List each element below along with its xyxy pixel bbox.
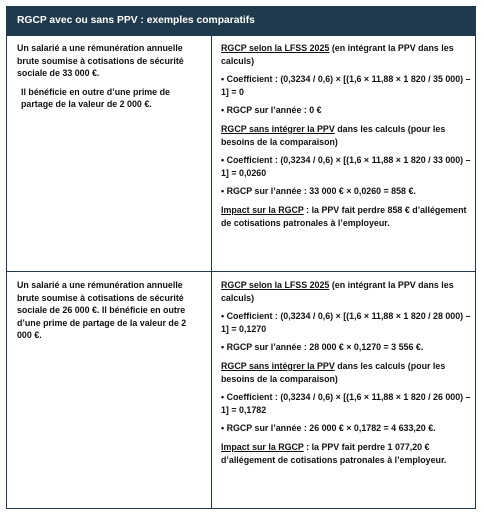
row-divider: [7, 271, 475, 272]
row1-scenario-bonus: Il bénéficie en outre d’une prime de partage de la valeur de 2 000 €.: [21, 86, 170, 110]
row2-scenario: [17, 279, 203, 342]
row1-coefficient-without-ppv: • Coefficient : (0,3234 / 0,6) × [(1,6 × 11,88 × 1 820 / 33 000) – 1] = 0,0260: [221, 155, 471, 178]
row2-rgcp-without-ppv: • RGCP sur l’année : 26 000 € × 0,1782 = 4 633,20 €.: [221, 423, 436, 434]
row2-section-without-ppv-title: RGCP sans intégrer la PPV: [221, 360, 335, 371]
row1-coefficient-lfss: • Coefficient : (0,3234 / 0,6) × [(1,6 × 11,88 × 1 820 / 35 000) – 1] = 0: [221, 74, 471, 97]
row2-impact-text: : la PPV fait perdre 1 077,20 € d’allégement de cotisations patronales à l’employeur.: [221, 441, 447, 465]
row2-impact-title: Impact sur la RGCP: [221, 441, 304, 452]
row1-rgcp-lfss: • RGCP sur l’année : 0 €: [221, 105, 322, 116]
table-title: RGCP avec ou sans PPV : exemples comparatifs: [17, 15, 255, 26]
row2-impact: [221, 441, 471, 466]
row1-section-lfss-title: RGCP selon la LFSS 2025: [221, 43, 330, 53]
row2-coefficient-lfss: • Coefficient : (0,3234 / 0,6) × [(1,6 × 11,88 × 1 820 / 28 000) – 1] = 0,1270: [221, 311, 471, 334]
row2-section-without-ppv-desc: dans les calculs (pour les besoins de la comparaison): [221, 360, 446, 384]
row2-section-without-ppv: [221, 360, 471, 385]
header-divider: [7, 35, 475, 36]
table-header: [7, 7, 475, 35]
row1-section-lfss: [221, 42, 471, 67]
row1-scenario-text: Un salarié a une rémunération annuelle brute soumise à cotisations de sécurité sociale de 33 000 €.: [17, 43, 184, 79]
row1-impact-text: : la PPV fait perdre 858 € d’allégement de cotisations patronales à l’employeur.: [221, 204, 467, 228]
row1-calculations: [221, 42, 471, 229]
row2-section-lfss: [221, 279, 471, 304]
row2-rgcp-lfss: • RGCP sur l’année : 28 000 € × 0,1270 = 3 556 €.: [221, 342, 424, 353]
row1-scenario: [17, 42, 203, 111]
row1-impact: [221, 204, 471, 229]
row1-section-without-ppv-title: RGCP sans intégrer la PPV: [221, 123, 335, 134]
comparison-table: [6, 6, 476, 509]
row1-rgcp-without-ppv: • RGCP sur l’année : 33 000 € × 0,0260 = 858 €.: [221, 186, 416, 197]
row1-impact-title: Impact sur la RGCP: [221, 204, 304, 215]
row1-section-without-ppv-desc: dans les calculs (pour les besoins de la comparaison): [221, 123, 446, 147]
row2-coefficient-without-ppv: • Coefficient : (0,3234 / 0,6) × [(1,6 × 11,88 × 1 820 / 26 000) – 1] = 0,1782: [221, 392, 471, 415]
row1-section-without-ppv: [221, 123, 471, 148]
row1-section-lfss-desc: (en intégrant la PPV dans les calculs): [221, 43, 454, 66]
row2-calculations: [221, 279, 471, 466]
row2-section-lfss-title: RGCP selon la LFSS 2025: [221, 280, 330, 290]
row2-scenario-text: Un salarié a une rémunération annuelle brute soumise à cotisations de sécurité sociale de 26 000 €. Il bénéficie en outre d’une prime de partage de la valeur de 2 000 €.: [17, 280, 187, 341]
row2-section-lfss-desc: (en intégrant la PPV dans les calculs): [221, 280, 454, 303]
